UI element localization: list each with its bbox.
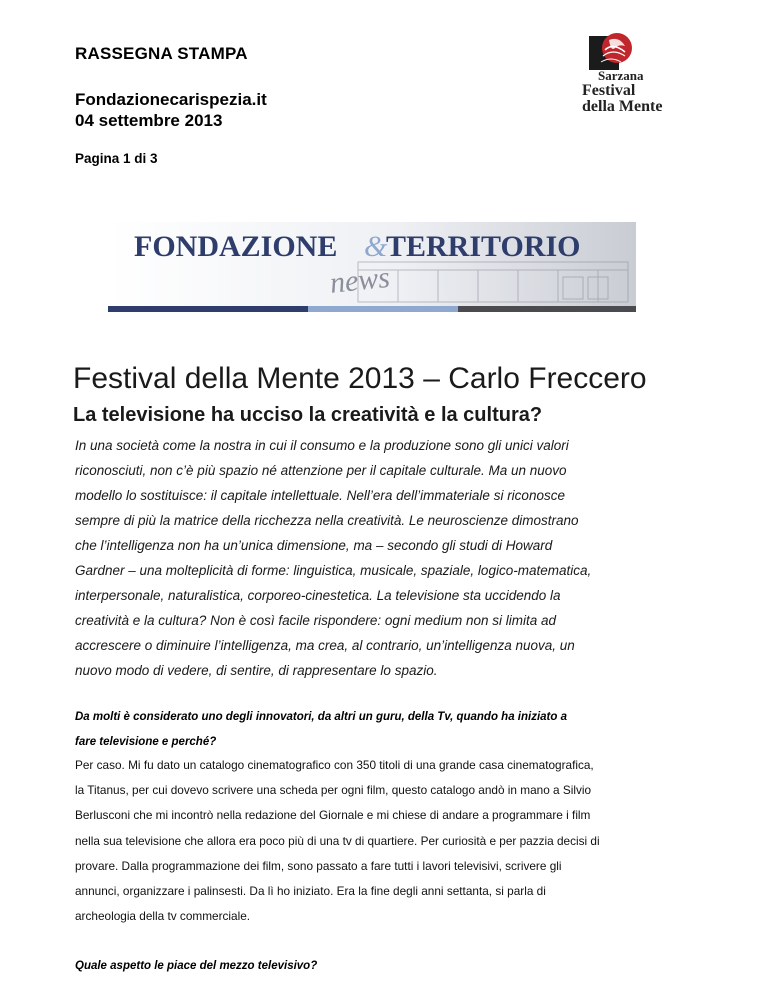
header-left [75,44,248,64]
interview-answer-1 [75,753,700,929]
answer-line: Berlusconi che mi incontrò nella redazione del Giornale e mi chiese di andare a programmare i film [75,808,591,823]
question-line: fare televisione e perché? [75,736,217,748]
logo-festival: Festival [582,82,636,99]
answer-line: nella sua televisione che allora era poco più di una tv di quartiere. Per curiosità e per pazzia decisi di [75,833,600,848]
festival-logo [579,30,679,115]
interview-question-2: Quale aspetto le piace del mezzo televisivo? [75,960,318,972]
lead-line: interpersonale, naturalistica, corporeo-cinestetica. La televisione sta uccidendo la [75,588,561,603]
banner-bar-blue [308,306,458,312]
article-subtitle: La televisione ha ucciso la creatività e la cultura? [73,404,543,426]
banner-ampersand: & [364,230,388,263]
banner-word-fondazione: FONDAZIONE [134,230,338,263]
source-block [75,89,267,131]
lead-line: modello lo sostituisce: il capitale intellettuale. Nell’era dell’immateriale si riconosce [75,488,565,503]
rassegna-stampa-heading: RASSEGNA STAMPA [75,44,248,63]
source-date: 04 settembre 2013 [75,111,223,130]
banner-bar-navy [108,306,308,312]
answer-line: Per caso. Mi fu dato un catalogo cinematografico con 350 titoli di una grande casa cinematografica, [75,758,594,772]
lead-line: che l’intelligenza non ha un’unica dimensione, ma – secondo gli studi di Howard [75,538,553,553]
banner-news-script: news [328,260,392,300]
lead-line: In una società come la nostra in cui il consumo e la produzione sono gli unici valori [75,438,569,453]
fondazione-territorio-banner [108,222,636,314]
page-number: Pagina 1 di 3 [75,151,158,166]
answer-line: provare. Dalla programmazione dei film, sono passato a fare tutti i lavori televisivi, scrivere gli [75,858,562,873]
lead-line: riconosciuti, non c’è più spazio né attenzione per il capitale culturale. Ma un nuovo [75,463,567,478]
logo-sarzana: Sarzana [598,68,644,83]
article-title: Festival della Mente 2013 – Carlo Freccero [73,362,647,395]
answer-line: la Titanus, per cui dovevo scrivere una scheda per ogni film, questo catalogo andò in mano a Silvio [75,783,592,798]
lead-line: Gardner – una molteplicità di forme: linguistica, musicale, spaziale, logico-matematica, [75,563,592,578]
lead-line: creatività e la cultura? Non è così facile rispondere: ogni medium non si limita ad [75,613,556,628]
banner-word-territorio: TERRITORIO [386,230,581,263]
lead-line: sempre di più la matrice della ricchezza nella creatività. Le neuroscienze dimostrano [75,513,579,528]
answer-line: archeologia della tv commerciale. [75,909,251,924]
article-lead [75,433,695,683]
logo-della-mente: della Mente [582,98,663,115]
lead-line: accrescere o diminuire l’intelligenza, ma crea, al contrario, un’intelligenza nuova, un [75,638,575,653]
question-line: Da molti è considerato uno degli innovatori, da altri un guru, della Tv, quando ha iniziato a [75,711,567,723]
interview-question-1 [75,705,695,755]
lead-line: nuovo modo di vedere, di sentire, di rappresentare lo spazio. [75,663,438,678]
banner-bar-gray [458,306,636,312]
source-name: Fondazionecarispezia.it [75,90,267,109]
answer-line: annunci, organizzare i palinsesti. Da lì ho iniziato. Era la fine degli anni settanta, si parla di [75,884,546,899]
